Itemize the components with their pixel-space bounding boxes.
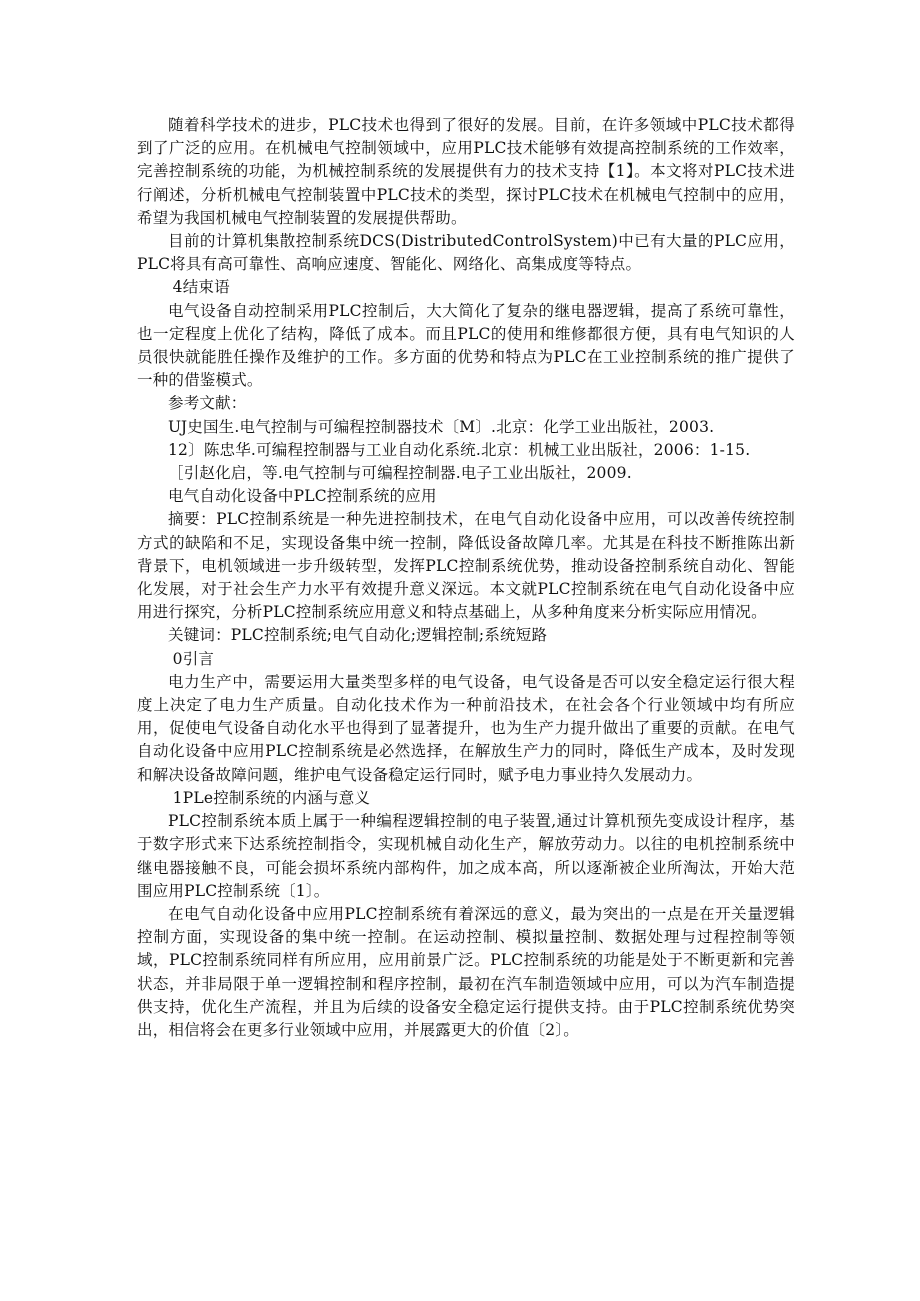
section-1-paragraph-2: 在电气自动化设备中应用PLC控制系统有着深远的意义，最为突出的一点是在开关量逻辑控制方面，实现设备的集中统一控制。在运动控制、模拟量控制、数据处理与过程控制等领域，PLC控制系统同样有所应用，应用前景广泛。PLC控制系统的功能是处于不断更新和完善状态，并非局限于单一逻辑控制和程序控制，最初在汽车制造领域中应用，可以为汽车制造提供支持，优化生产流程，并且为后续的设备安全稳定运行提供支持。由于PLC控制系统优势突出，相信将会在更多行业领域中应用，并展露更大的价值〔2〕。 — [137, 904, 795, 1039]
section-1-heading: 1PLe控制系统的内涵与意义 — [172, 788, 371, 807]
intro-paragraph-2: 目前的计算机集散控制系统DCS(DistributedControlSystem)中已有大量的PLC应用，PLC将具有高可靠性、高响应速度、智能化、网络化、高集成度等特点。 — [137, 232, 795, 274]
section-0-paragraph: 电力生产中，需要运用大量类型多样的电气设备，电气设备是否可以安全稳定运行很大程度上决定了电力生产质量。自动化技术作为一种前沿技术，在社会各个行业领域中均有所应用，促使电气设备自动化水平也得到了显著提升，也为生产力提升做出了重要的贡献。在电气自动化设备中应用PLC控制系统是必然选择，在解放生产力的同时，降低生产成本，及时发现和解决设备故障问题，维护电气设备稳定运行同时，赋予电力事业持久发展动力。 — [137, 672, 795, 784]
abstract: 摘要：PLC控制系统是一种先进控制技术，在电气自动化设备中应用，可以改善传统控制方式的缺陷和不足，实现设备集中统一控制，降低设备故障几率。尤其是在科技不断推陈出新背景下，电机领域进一步升级转型，发挥PLC控制系统优势，推动设备控制系统自动化、智能化发展，对于社会生产力水平有效提升意义深远。本文就PLC控制系统在电气自动化设备中应用进行探究，分析PLC控制系统应用意义和特点基础上，从多种角度来分析实际应用情况。 — [137, 510, 795, 622]
reference-item-1: UJ史国生.电气控制与可编程控制器技术〔M〕.北京：化学工业出版社，2003. — [168, 417, 715, 436]
intro-paragraph-1: 随着科学技术的进步，PLC技术也得到了很好的发展。目前，在许多领域中PLC技术都得到了广泛的应用。在机械电气控制领域中，应用PLC技术能够有效提高控制系统的工作效率，完善控制系统的功能，为机械控制系统的发展提供有力的技术支持【1】。本文将对PLC技术进行阐述，分析机械电气控制装置中PLC技术的类型，探讨PLC技术在机械电气控制中的应用，希望为我国机械电气控制装置的发展提供帮助。 — [137, 116, 795, 227]
document-page — [137, 114, 795, 1042]
section-0-heading: 0引言 — [172, 649, 215, 668]
keywords: 关键词：PLC控制系统;电气自动化;逻辑控制;系统短路 — [168, 626, 548, 645]
article-title: 电气自动化设备中PLC控制系统的应用 — [168, 487, 437, 506]
reference-item-3: ［引赵化启，等.电气控制与可编程控制器.电子工业出版社，2009. — [168, 464, 632, 483]
conclusion-heading: 4结束语 — [172, 278, 230, 297]
references-heading: 参考文献： — [168, 394, 247, 413]
reference-item-2: 12〕陈忠华.可编程控制器与工业自动化系统.北京：机械工业出版社，2006：1-15. — [168, 440, 751, 459]
conclusion-paragraph: 电气设备自动控制采用PLC控制后，大大简化了复杂的继电器逻辑，提高了系统可靠性，也一定程度上优化了结构，降低了成本。而且PLC的使用和维修都很方便，具有电气知识的人员很快就能胜任操作及维护的工作。多方面的优势和特点为PLC在工业控制系统的推广提供了一种的借鉴模式。 — [137, 301, 795, 390]
section-1-paragraph-1: PLC控制系统本质上属于一种编程逻辑控制的电子装置,通过计算机预先变成设计程序，基于数字形式来下达系统控制指令，实现机械自动化生产，解放劳动力。以往的电机控制系统中继电器接触不良，可能会损坏系统内部构件，加之成本高，所以逐渐被企业所淘汰，开始大范围应用PLC控制系统〔1〕。 — [137, 812, 795, 900]
